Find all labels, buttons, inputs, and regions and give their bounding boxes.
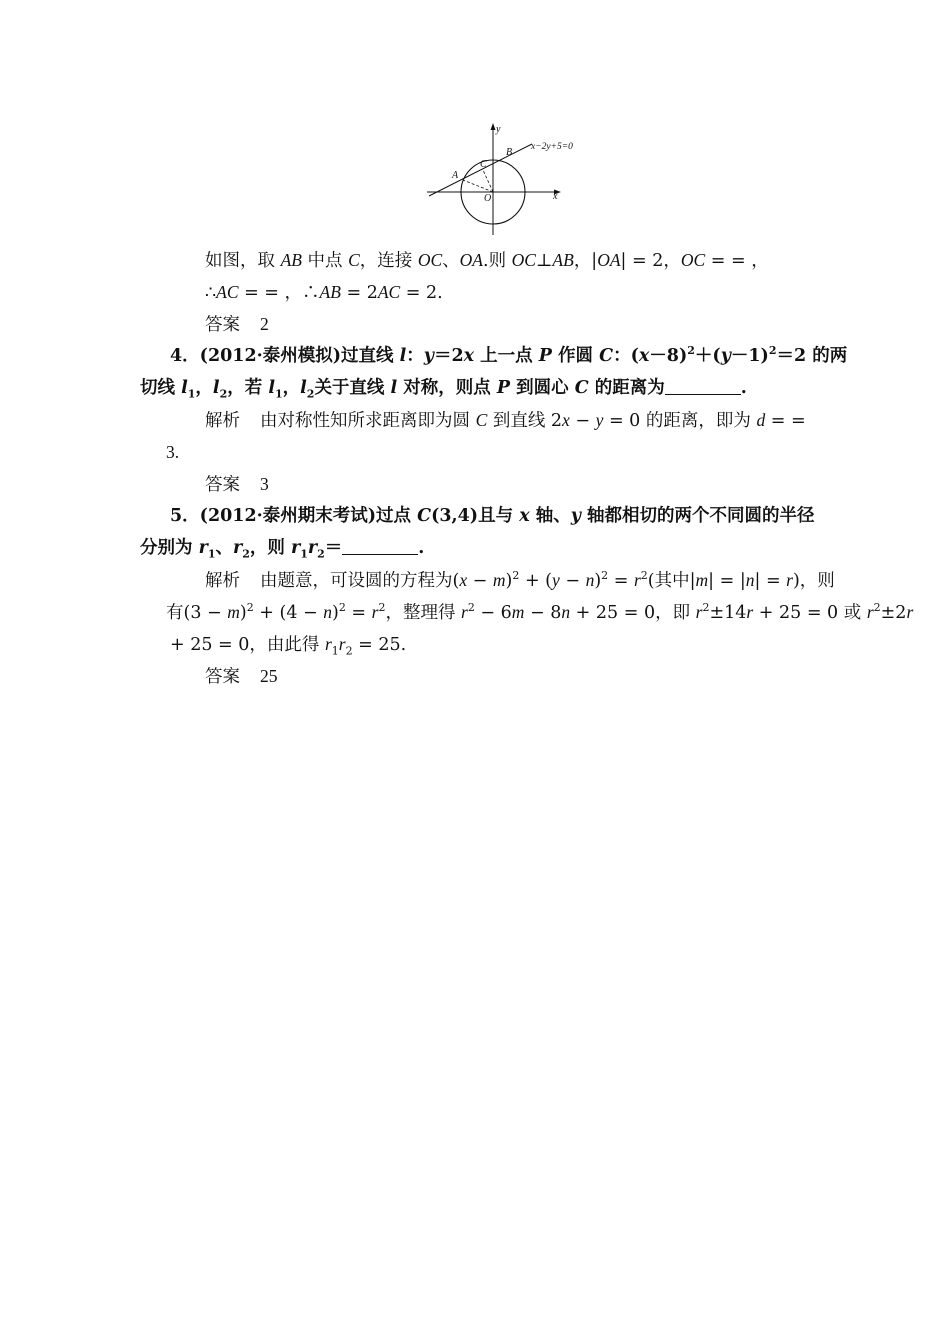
var: C: [574, 378, 589, 398]
problem4-line1: [170, 345, 950, 367]
segment-oc: [483, 170, 493, 192]
text: 关于直线: [314, 378, 391, 398]
text: −: [467, 571, 493, 591]
answer-blank[interactable]: [665, 378, 741, 395]
var-oc: OC: [417, 250, 443, 270]
subscript: 1: [300, 547, 308, 561]
text: + 25 = 0，即: [570, 603, 696, 623]
var: C: [475, 410, 488, 430]
var: r: [633, 570, 641, 590]
problem5-answer: [205, 665, 950, 688]
label-a: A: [452, 170, 459, 181]
text: ，: [195, 378, 213, 398]
text: －8): [649, 346, 688, 366]
var-ab: AB: [552, 250, 574, 270]
text: 作圆: [551, 346, 600, 366]
var: y: [595, 410, 604, 430]
problem4-solution-line1: [205, 409, 950, 432]
var: r: [198, 538, 208, 558]
problem5-line2: [140, 537, 950, 559]
var: l: [181, 378, 188, 398]
subscript: 2: [306, 387, 315, 401]
var-ac: AC: [377, 282, 401, 302]
text: − 8: [524, 603, 562, 623]
var-c: C: [348, 250, 360, 270]
answer-label: 答案: [205, 667, 240, 687]
problem-prefix: 4．(2012·泰州模拟)过直线: [170, 346, 400, 366]
text: ＋(: [694, 346, 721, 366]
text: | =: [754, 571, 787, 591]
var: r: [906, 602, 914, 622]
text: (3,4)且与: [431, 506, 520, 526]
var-ab: AB: [280, 250, 302, 270]
var: r: [371, 602, 379, 622]
text: 到圆心: [510, 378, 575, 398]
var-oa: OA: [459, 250, 483, 270]
text: ，整理得: [385, 603, 462, 623]
var: x: [459, 570, 468, 590]
superscript: 2: [378, 601, 386, 615]
subscript: 1: [207, 547, 216, 561]
text: ，: [282, 378, 301, 398]
text: = = ，: [705, 251, 769, 271]
subscript: 1: [187, 387, 196, 401]
var: r: [461, 602, 468, 622]
var: C: [417, 506, 432, 526]
label-line-equation: x−2y+5=0: [531, 142, 573, 152]
text: ＝2: [433, 346, 464, 366]
text: ±2: [880, 603, 907, 623]
text: ): [239, 603, 247, 623]
var: r: [746, 602, 754, 622]
text: 、: [442, 251, 460, 271]
text: .则: [483, 251, 512, 271]
var: l: [212, 378, 220, 398]
var: l: [390, 378, 398, 398]
superscript: 2: [640, 569, 648, 583]
text: 的距离为: [588, 378, 665, 398]
text: ): [505, 571, 513, 591]
var: l: [268, 378, 275, 398]
perp-symbol: ⊥: [535, 251, 553, 271]
problem5-solution-line2: [166, 601, 950, 624]
subscript: 2: [242, 547, 250, 561]
var: l: [399, 346, 407, 366]
superscript: 2: [338, 601, 346, 615]
text: 对称，则点: [397, 378, 497, 398]
text: .: [418, 538, 425, 558]
label-b: B: [506, 147, 513, 158]
problem5-line1: [170, 505, 950, 527]
therefore-symbol: ∴: [205, 283, 217, 303]
var: n: [745, 570, 755, 590]
solution3-line2: [205, 281, 950, 304]
var: y: [570, 506, 581, 526]
text: + 25 = 0，由此得: [170, 635, 325, 655]
text: 切线: [140, 378, 182, 398]
text: －1): [730, 346, 769, 366]
text: 中点: [301, 251, 349, 271]
text: 3.: [166, 442, 180, 462]
text: = = ，∴: [238, 283, 320, 303]
y-axis-arrow: [491, 123, 496, 130]
solution3-line1: [205, 249, 950, 272]
text: 由对称性知所求距离即为圆: [260, 411, 476, 431]
var: r: [324, 634, 332, 654]
var: r: [866, 602, 874, 622]
subscript: 2: [345, 644, 353, 658]
superscript: 2: [687, 344, 695, 358]
solution-label: 解析: [205, 411, 240, 431]
var: P: [538, 346, 552, 366]
text: 上一点: [474, 346, 539, 366]
var: y: [423, 346, 434, 366]
text: 轴都相切的两个不同圆的半径: [580, 506, 815, 526]
text: = 0 的距离，即为: [603, 411, 757, 431]
var: r: [290, 538, 301, 558]
problem5-solution-line1: [205, 569, 950, 592]
text: ：(: [613, 346, 639, 366]
text: 到直线 2: [487, 411, 563, 431]
var: d: [756, 410, 766, 430]
var-oa: OA: [597, 250, 621, 270]
var: r: [695, 602, 703, 622]
text: −: [559, 571, 586, 591]
circle-tangent-figure: [425, 120, 595, 238]
text: (其中|: [647, 571, 696, 591]
var: r: [232, 538, 243, 558]
var: n: [323, 602, 333, 622]
var: y: [720, 346, 731, 366]
var-oc: OC: [680, 250, 706, 270]
var: m: [511, 602, 525, 622]
problem5-solution-line3: [170, 633, 950, 656]
text: ＝: [324, 538, 343, 558]
var: n: [585, 570, 595, 590]
text: = =: [765, 411, 806, 431]
label-c: C: [480, 159, 487, 170]
text: = 2.: [400, 283, 443, 303]
superscript: 2: [467, 601, 475, 615]
label-o: O: [484, 193, 492, 204]
subscript: 2: [317, 547, 325, 561]
text: ，连接: [359, 251, 418, 271]
text: 、: [215, 538, 233, 558]
text: | = 2，: [620, 251, 681, 271]
superscript: 2: [873, 601, 881, 615]
subscript: 2: [219, 387, 228, 401]
superscript: 2: [601, 569, 609, 583]
text: = 2: [340, 283, 378, 303]
var-ac: AC: [216, 282, 239, 302]
text: −: [569, 411, 596, 431]
superscript: 2: [768, 344, 777, 358]
problem4-answer: [205, 473, 950, 496]
text: 如图，取: [205, 251, 281, 271]
text: 轴、: [529, 506, 571, 526]
superscript: 2: [246, 601, 254, 615]
text: ，若: [227, 378, 269, 398]
answer-label: 答案: [205, 315, 240, 335]
var: m: [227, 602, 240, 622]
var: r: [338, 634, 346, 654]
var: x: [463, 346, 475, 366]
text: )，则: [792, 571, 835, 591]
text: ：: [406, 346, 424, 366]
var: r: [786, 570, 793, 590]
var: n: [561, 602, 571, 622]
label-x: x: [553, 191, 558, 202]
subscript: 1: [331, 644, 339, 658]
answer-label: 答案: [205, 475, 240, 495]
text: ): [594, 571, 602, 591]
problem-prefix: 5．(2012·泰州期末考试)过点: [170, 506, 418, 526]
text: ＝2 的两: [776, 346, 848, 366]
var: x: [562, 410, 570, 430]
text: 有(3 −: [166, 603, 228, 623]
text: + (: [519, 571, 552, 591]
var: y: [552, 570, 560, 590]
answer-value: 2: [260, 314, 269, 334]
text: ，则: [249, 538, 291, 558]
var: m: [492, 570, 506, 590]
problem4-line2: [140, 377, 950, 399]
text: ，|: [573, 251, 598, 271]
var: x: [519, 506, 530, 526]
problem4-solution-line2: [166, 441, 950, 463]
text: 由题意，可设圆的方程为(: [260, 571, 460, 591]
text: =: [345, 603, 372, 623]
superscript: 2: [702, 601, 710, 615]
text: ±14: [709, 603, 747, 623]
text: 分别为: [140, 538, 199, 558]
superscript: 2: [512, 569, 520, 583]
answer-value: 3: [260, 474, 269, 494]
var-ab: AB: [319, 282, 341, 302]
var-oc: OC: [511, 250, 536, 270]
text: | = |: [708, 571, 746, 591]
text: − 6: [474, 603, 512, 623]
answer-value: 25: [260, 666, 278, 686]
text: + (4 −: [253, 603, 324, 623]
label-y: y: [496, 124, 501, 135]
text: =: [608, 571, 634, 591]
text: .: [740, 378, 747, 398]
var: P: [496, 378, 511, 398]
text: = 25.: [352, 635, 407, 655]
var: x: [638, 346, 650, 366]
var: m: [695, 570, 709, 590]
subscript: 1: [274, 387, 283, 401]
text: + 25 = 0 或: [753, 603, 867, 623]
var: l: [300, 378, 307, 398]
solution-label: 解析: [205, 571, 240, 591]
var: C: [599, 346, 614, 366]
var: r: [307, 538, 318, 558]
answer-blank[interactable]: [342, 538, 418, 555]
solution3-answer: [205, 313, 950, 336]
text: ): [332, 603, 339, 623]
